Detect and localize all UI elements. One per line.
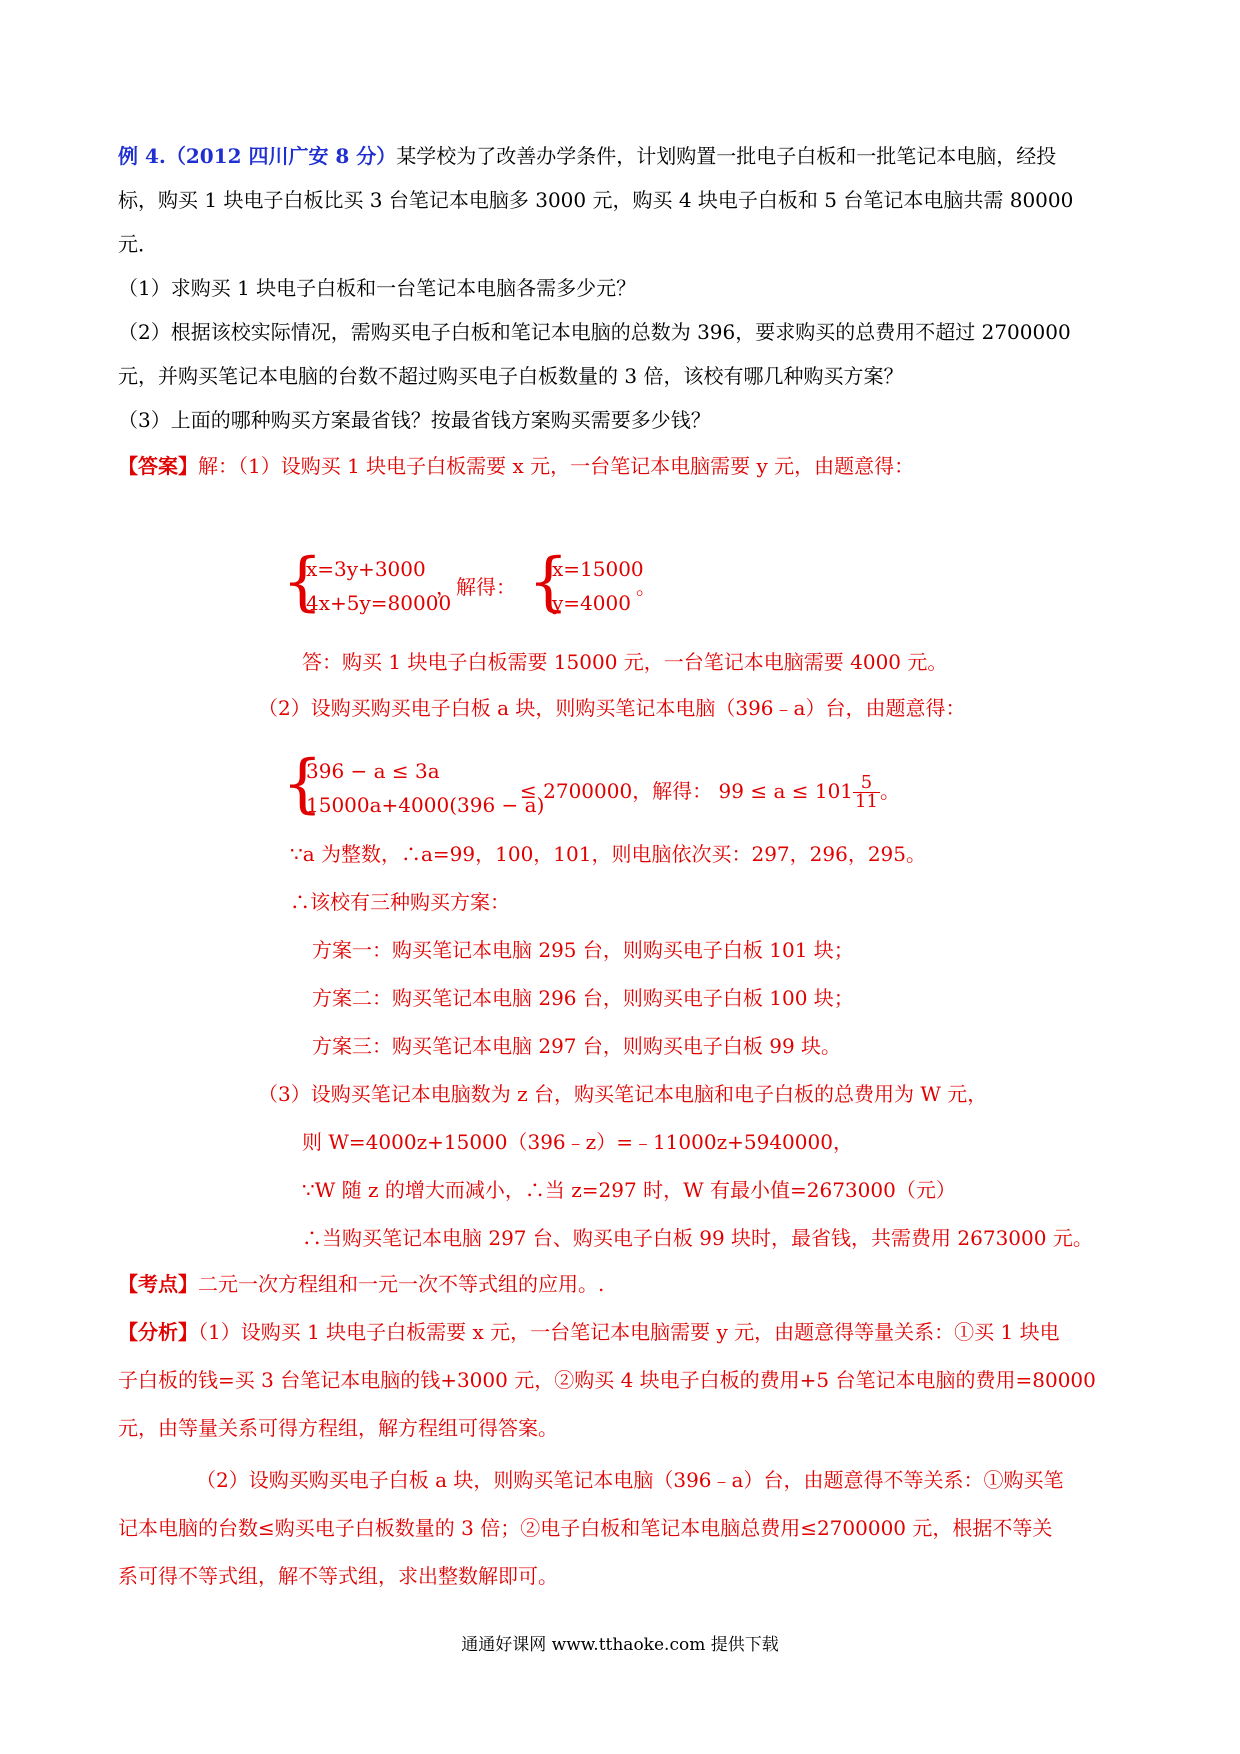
fraction-denominator: 11 (855, 791, 878, 812)
system1-eq1: x=3y+3000 (306, 557, 426, 581)
fenxi-tag: 【分析】 (118, 1320, 198, 1344)
fenxi-line-5: 记本电脑的台数≤购买电子白板数量的 3 倍；②电子白板和笔记本电脑总费用≤2700000 元，根据不等关 (118, 1516, 1053, 1540)
fraction-5-11 (853, 774, 880, 811)
plan-2: 方案二：购买笔记本电脑 296 台，则购买电子白板 100 块； (312, 986, 854, 1010)
fenxi-line-1 (118, 1318, 1060, 1346)
problem-line-3: 元． (118, 232, 158, 256)
integer-solutions: ∵a 为整数，∴a=99，100，101，则电脑依次买：297，296，295。 (290, 842, 927, 866)
fenxi-text-1: （1）设购买 1 块电子白板需要 x 元，一台笔记本电脑需要 y 元，由题意得等量关系：①买 1 块电 (198, 1320, 1060, 1344)
problem-text-1: 某学校为了改善办学条件，计划购置一批电子白板和一批笔记本电脑，经投 (396, 144, 1057, 168)
system2-eq2: 15000a+4000(396 − a) (306, 793, 545, 817)
kaodian-text: 二元一次方程组和一元一次不等式组的应用。. (198, 1272, 605, 1296)
fenxi-line-6: 系可得不等式组，解不等式组，求出整数解即可。 (118, 1564, 558, 1588)
system2-eq1: 396 − a ≤ 3a (306, 759, 440, 783)
system2-bound (520, 774, 900, 811)
cost-equation: 则 W=4000z+15000（396﹣z）=﹣11000z+5940000， (302, 1130, 853, 1154)
system1-sol-x: x=15000 (552, 557, 644, 581)
question-2a: （2）根据该校实际情况，需购买电子白板和笔记本电脑的总数为 396，要求购买的总费用不超过 2700000 (118, 320, 1071, 344)
system1-solve-label: ，解得： (436, 575, 516, 599)
question-1: （1）求购买 1 块电子白板和一台笔记本电脑各需多少元？ (118, 276, 637, 300)
plan-1: 方案一：购买笔记本电脑 295 台，则购买电子白板 101 块； (312, 938, 854, 962)
page-footer: 通通好课网 www.tthaoke.com 提供下载 (461, 1635, 779, 1655)
answer-part1-result: 答：购买 1 块电子白板需要 15000 元，一台笔记本电脑需要 4000 元。 (302, 650, 948, 674)
final-conclusion: ∴当购买笔记本电脑 297 台、购买电子白板 99 块时，最省钱，共需费用 2673000 元。 (302, 1226, 1093, 1250)
fenxi-line-3: 元，由等量关系可得方程组，解方程组可得答案。 (118, 1416, 558, 1440)
fenxi-line-4: （2）设购买购买电子白板 a 块，则购买笔记本电脑（396﹣a）台，由题意得不等关系：①购买笔 (196, 1468, 1064, 1492)
system1-sol-y: y=4000 (552, 591, 631, 615)
plan-3: 方案三：购买笔记本电脑 297 台，则购买电子白板 99 块。 (312, 1034, 842, 1058)
answer-intro: 解：（1）设购买 1 块电子白板需要 x 元，一台笔记本电脑需要 y 元，由题意得： (198, 454, 915, 478)
question-3: （3）上面的哪种购买方案最省钱？按最省钱方案购买需要多少钱？ (118, 408, 711, 432)
answer-part3-setup: （3）设购买笔记本电脑数为 z 台，购买笔记本电脑和电子白板的总费用为 W 元， (258, 1082, 988, 1106)
system2-end: 。 (879, 779, 900, 803)
system2-brace: { (282, 747, 323, 821)
answer-tag: 【答案】 (118, 454, 198, 478)
cost-minimum: ∵W 随 z 的增大而减小，∴当 z=297 时，W 有最小值=2673000（元） (302, 1178, 956, 1202)
question-2b: 元，并购买笔记本电脑的台数不超过购买电子白板数量的 3 倍，该校有哪几种购买方案？ (118, 364, 904, 388)
kaodian-tag: 【考点】 (118, 1272, 198, 1296)
system1-end: 。 (636, 575, 656, 599)
kaodian-line (118, 1270, 604, 1298)
problem-line-1 (118, 142, 1056, 170)
answer-intro-line (118, 452, 914, 480)
problem-source: （2012 四川广安 8 分） (165, 144, 397, 168)
system2-inequality: ≤ 2700000，解得： 99 ≤ a ≤ 101 (520, 779, 854, 803)
fraction-numerator: 5 (853, 774, 880, 793)
system1-eq2: 4x+5y=80000 (306, 591, 452, 615)
fenxi-line-2: 子白板的钱=买 3 台笔记本电脑的钱+3000 元，②购买 4 块电子白板的费用+5 台笔记本电脑的费用=80000 (118, 1368, 1096, 1392)
three-plans-heading: ∴该校有三种购买方案： (290, 890, 510, 914)
problem-label: 例 4. (118, 144, 166, 168)
answer-part2-setup: （2）设购买购买电子白板 a 块，则购买笔记本电脑（396﹣a）台，由题意得： (258, 696, 966, 720)
system1-solution-brace: { (528, 545, 569, 619)
system1-brace: { (282, 545, 323, 619)
problem-line-2: 标，购买 1 块电子白板比买 3 台笔记本电脑多 3000 元，购买 4 块电子白板和 5 台笔记本电脑共需 80000 (118, 188, 1074, 212)
